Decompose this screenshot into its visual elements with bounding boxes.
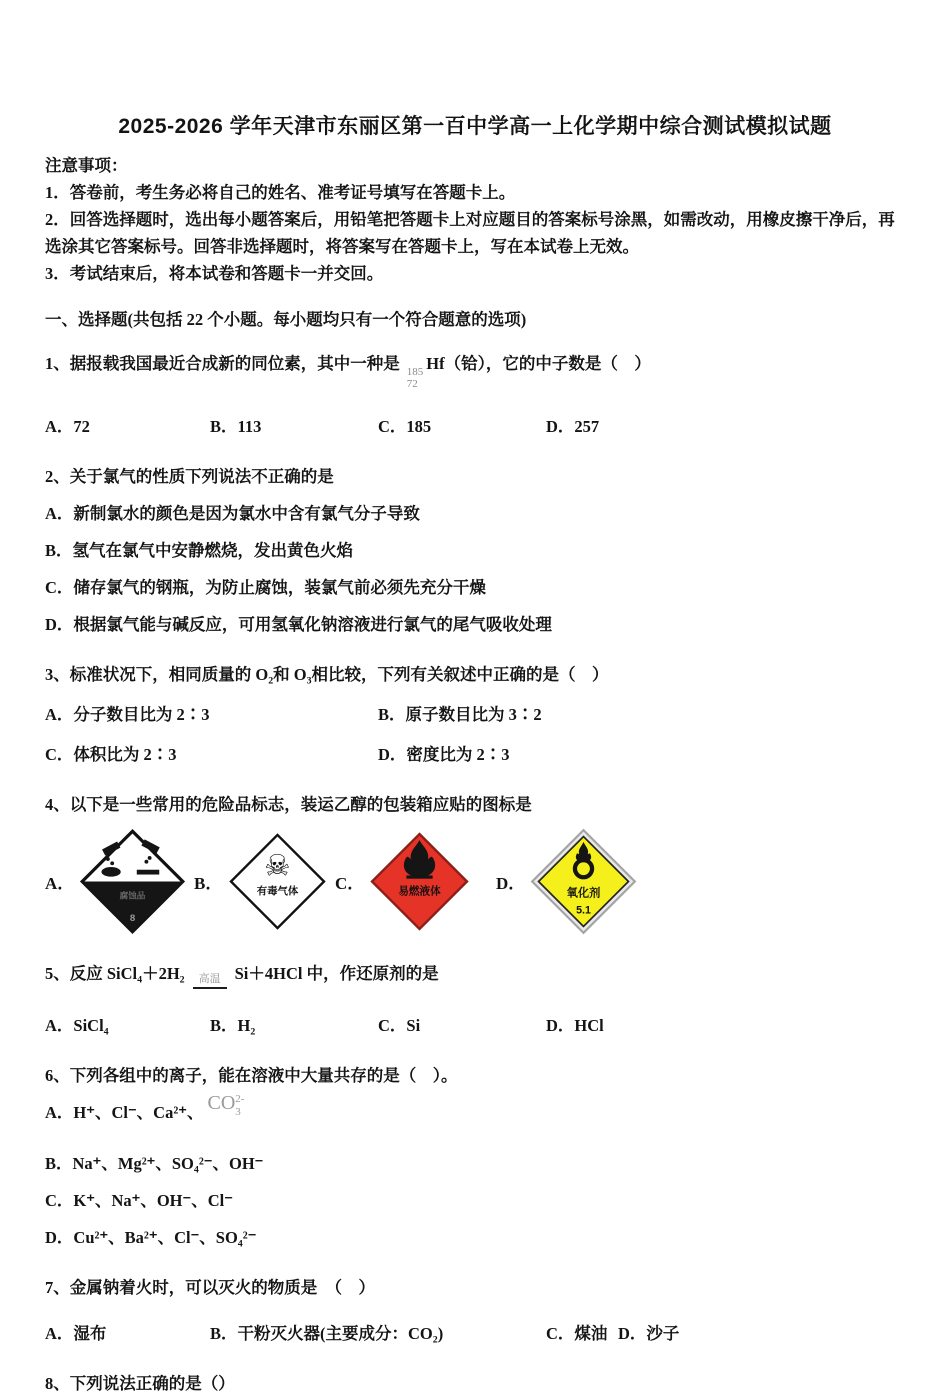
option-text: Cu²⁺、Ba²⁺、Cl⁻、SO₄²⁻ — [73, 1227, 257, 1247]
option-text: 分子数目比为 2∶3 — [73, 705, 210, 725]
option-label: B． — [45, 541, 73, 561]
option-text: 原子数目比为 3∶2 — [405, 705, 542, 725]
carbonate-ion-formula — [208, 1093, 245, 1117]
option-text: H⁺、Cl⁻、Ca²⁺、 — [73, 1103, 204, 1123]
option-label: C． — [546, 1323, 575, 1343]
hazard-sign-name: 氧化剂 — [566, 887, 601, 900]
option-label: D． — [45, 615, 74, 635]
options-row — [45, 704, 905, 726]
formula-superscript: 2- — [235, 1093, 245, 1106]
option-label: A． — [45, 1016, 74, 1036]
reaction-condition — [193, 974, 227, 989]
hazard-sign-toxic-gas — [228, 832, 327, 931]
option-label: B． — [45, 1153, 73, 1173]
hazard-sign-name: 有毒气体 — [256, 886, 299, 898]
option-label: B． — [194, 874, 223, 894]
option — [210, 1015, 378, 1037]
option-label: A． — [45, 1323, 74, 1343]
option-text: 新制氯水的颜色是因为氯水中含有氯气分子导致 — [73, 504, 420, 524]
hazard-sign-name: 易燃液体 — [398, 886, 441, 899]
option — [546, 416, 599, 438]
option — [45, 1092, 905, 1126]
option — [45, 503, 905, 525]
option-label: D． — [546, 1016, 575, 1036]
condition-label: 高温 — [198, 973, 221, 986]
option-text: Na⁺、Mg²⁺、SO₄²⁻、OH⁻ — [72, 1153, 264, 1173]
option — [546, 1015, 604, 1037]
isotope-stack — [407, 366, 424, 390]
note-line: 3．考试结束后，将本试卷和答题卡一并交回。 — [45, 264, 384, 284]
question-stem: 3、标准状况下，相同质量的 O₂和 O₃相比较，下列有关叙述中正确的是（ ） — [45, 665, 609, 685]
option — [45, 577, 905, 599]
q1-stem-pre: 1、据报载我国最近合成新的同位素，其中一种是 — [45, 354, 400, 374]
isotope-mass-number: 185 — [406, 366, 424, 379]
option-label: B． — [210, 417, 238, 437]
option-text: K⁺、Na⁺、OH⁻、Cl⁻ — [73, 1190, 233, 1210]
section-heading: 一、选择题(共包括 22 个小题。每小题均只有一个符合题意的选项) — [45, 310, 527, 330]
option-label: A． — [45, 874, 75, 894]
hazard-sign-flammable-liquid — [369, 831, 470, 932]
option-text: 113 — [237, 417, 262, 437]
option — [378, 416, 546, 438]
option — [45, 1153, 905, 1175]
notes-heading: 注意事项： — [45, 156, 128, 176]
reaction-line — [193, 987, 227, 989]
skull-crossbones-icon: ☠ — [264, 850, 291, 884]
option — [45, 704, 378, 726]
option-label: C． — [45, 1190, 74, 1210]
formula-main: CO — [207, 1092, 236, 1115]
option — [45, 744, 378, 766]
note-line: 1．答卷前，考生务必将自己的姓名、准考证号填写在答题卡上。 — [45, 183, 516, 203]
option — [45, 614, 905, 636]
option-text: 185 — [406, 417, 432, 437]
option-text: 沙子 — [646, 1323, 680, 1343]
hazard-class-number: 5.1 — [576, 905, 591, 918]
option-label: B． — [210, 1323, 238, 1343]
option-text: HCl — [574, 1016, 604, 1036]
option — [210, 1323, 546, 1345]
option-text: 氢气在氯气中安静燃烧，发出黄色火焰 — [72, 541, 354, 561]
option-text: 湿布 — [73, 1323, 107, 1343]
option-label: B． — [378, 705, 406, 725]
option-label: C． — [335, 874, 365, 894]
q5-stem-pre: 5、反应 SiCl₄＋2H₂ — [45, 964, 185, 984]
options-row — [45, 744, 905, 766]
option — [378, 744, 510, 766]
option — [45, 1015, 210, 1037]
option-label: D． — [618, 1323, 647, 1343]
question-stem: 6、下列各组中的离子，能在溶液中大量共存的是（ ）。 — [45, 1066, 458, 1086]
option — [45, 416, 210, 438]
option-label: C． — [378, 1016, 407, 1036]
options-row — [45, 1323, 905, 1345]
option — [378, 704, 542, 726]
option-label: A． — [45, 417, 74, 437]
option-text: 煤油 — [574, 1323, 608, 1343]
hazard-sign-name: 腐蚀品 — [119, 891, 146, 902]
option — [210, 416, 378, 438]
page-title: 2025-2026 学年天津市东丽区第一百中学高一上化学期中综合测试模拟试题 — [118, 115, 832, 138]
option — [45, 1227, 905, 1249]
option-label: D． — [378, 745, 407, 765]
q5-stem-post: Si＋4HCl 中，作还原剂的是 — [234, 964, 439, 984]
option-text: 密度比为 2∶3 — [406, 745, 510, 765]
hazard-signs-row — [45, 828, 905, 935]
hazard-class-number: 8 — [129, 913, 136, 925]
options-row — [45, 416, 905, 438]
q1-stem-post: ，它的中子数是（ ） — [485, 354, 651, 374]
formula-subscript: 3 — [235, 1105, 241, 1118]
note-line: 2．回答选择题时，选出每小题答案后，用铅笔把答题卡上对应题目的答案标号涂黑，如需改动，用橡皮擦干净后，再选涂其它答案标号。回答非选择题时，将答案写在答题卡上，写在本试卷上无效。 — [45, 210, 895, 257]
option-label: A． — [45, 1103, 74, 1123]
question-stem: 7、金属钠着火时，可以灭火的物质是 （ ） — [45, 1277, 375, 1297]
option-text: Si — [406, 1016, 421, 1036]
option-label: D． — [496, 874, 526, 894]
question-stem: 8、下列说法正确的是（） — [45, 1373, 235, 1393]
question-stem — [45, 353, 905, 390]
option-text: 体积比为 2∶3 — [73, 745, 177, 765]
option-text: 干粉灭火器(主要成分：CO₂) — [237, 1323, 444, 1343]
question-stem: 4、以下是一些常用的危险品标志，装运乙醇的包装箱应贴的图标是 — [45, 795, 532, 815]
option-text: 根据氯气能与碱反应，可用氢氧化钠溶液进行氯气的尾气吸收处理 — [73, 615, 552, 635]
option-label: C． — [378, 417, 407, 437]
options-row — [45, 1015, 905, 1037]
option-text: 储存氯气的钢瓶，为防止腐蚀，装氯气前必须先充分干燥 — [73, 578, 486, 598]
option — [618, 1323, 679, 1345]
option-label: D． — [546, 417, 575, 437]
question-stem: 2、关于氯气的性质下列说法不正确的是 — [45, 467, 334, 487]
option-text: 72 — [73, 417, 90, 437]
question-stem — [45, 963, 905, 989]
element-symbol: Hf（铪） — [426, 354, 486, 374]
option-label: C． — [45, 745, 74, 765]
option-label: A． — [45, 705, 74, 725]
option — [45, 1323, 210, 1345]
option-label: B． — [210, 1016, 238, 1036]
option — [45, 1190, 905, 1212]
isotope-atomic-number: 72 — [406, 378, 418, 391]
option-label: D． — [45, 1227, 74, 1247]
option — [378, 1015, 546, 1037]
option-text: H₂ — [237, 1016, 256, 1036]
option-label: C． — [45, 578, 74, 598]
option — [546, 1323, 618, 1345]
hazard-sign-oxidizer — [530, 828, 637, 935]
option-text: 257 — [574, 417, 600, 437]
option-label: A． — [45, 504, 74, 524]
option — [45, 540, 905, 562]
option-text: SiCl₄ — [73, 1016, 109, 1036]
hazard-sign-corrosive — [79, 828, 186, 935]
